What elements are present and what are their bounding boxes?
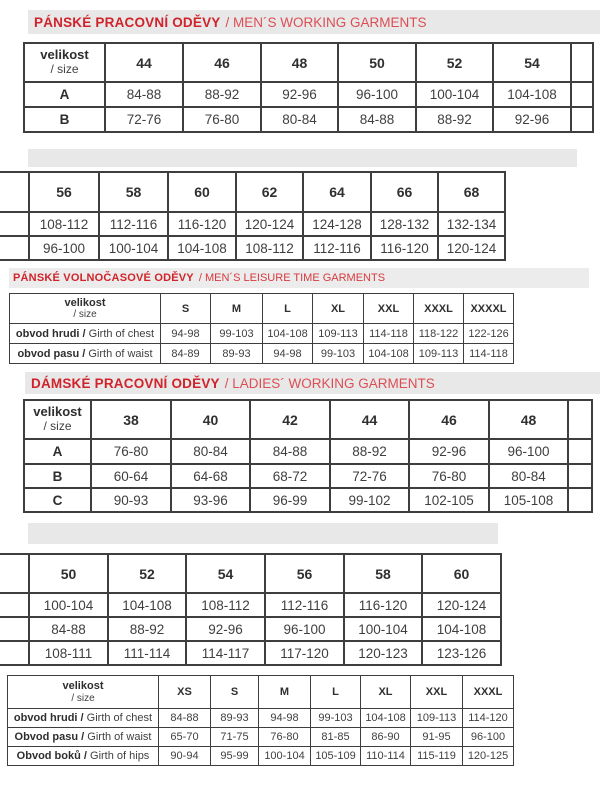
section-title-mens-working	[28, 10, 600, 34]
section-title-ladies-working	[25, 372, 600, 394]
cut-empty-cell	[0, 212, 29, 236]
size-header-cell: 56	[29, 172, 99, 212]
value-cell: 88-92	[330, 439, 409, 464]
value-cell: 104-108	[108, 593, 186, 617]
value-cell: 96-100	[29, 236, 99, 260]
title-english: / MEN´S LEISURE TIME GARMENTS	[198, 272, 386, 284]
value-cell: 111-114	[108, 641, 186, 665]
size-header-cell: XXXL	[463, 676, 514, 709]
size-header-cell: 44	[105, 43, 183, 82]
value-cell: 96-100	[338, 82, 416, 107]
ladies-working-table-sizes-38-48	[23, 399, 593, 513]
cut-empty-cell	[568, 488, 592, 512]
value-cell: 120-123	[344, 641, 422, 665]
value-cell: 99-103	[211, 324, 263, 344]
cut-empty-cell	[0, 236, 29, 260]
value-cell: 104-108	[422, 617, 501, 641]
size-header-label-english: / size	[71, 692, 95, 704]
table-row	[24, 439, 592, 464]
value-cell: 108-111	[29, 641, 108, 665]
value-cell: 96-100	[265, 617, 344, 641]
size-header-cell: 60	[422, 554, 501, 593]
value-cell: 96-99	[250, 488, 330, 512]
t5-table	[0, 553, 502, 666]
cut-empty-cell	[0, 641, 29, 665]
value-cell: 84-88	[29, 617, 108, 641]
size-header-cell: 64	[303, 172, 371, 212]
ladies-working-table-sizes-50-60	[0, 553, 600, 670]
value-cell: 108-112	[29, 212, 99, 236]
value-cell: 100-104	[99, 236, 168, 260]
cut-empty-cell	[571, 82, 593, 107]
size-header-cell: XL	[313, 294, 364, 324]
t1-table	[23, 42, 594, 133]
value-cell: 94-98	[161, 324, 211, 344]
value-cell: 94-98	[263, 344, 313, 364]
value-cell: 88-92	[183, 82, 261, 107]
value-cell: 100-104	[344, 617, 422, 641]
size-header-cell: XXL	[364, 294, 414, 324]
size-header-cell: 38	[91, 400, 171, 439]
value-cell: 71-75	[211, 728, 259, 747]
cut-empty-cell	[568, 439, 592, 464]
table-row	[24, 107, 593, 132]
value-cell: 84-88	[159, 709, 211, 728]
value-cell: 99-103	[313, 344, 364, 364]
value-cell: 109-113	[411, 709, 463, 728]
table-row	[10, 324, 514, 344]
row-label-cell: C	[24, 488, 91, 512]
table-row	[10, 344, 514, 364]
size-header-cell: 48	[489, 400, 568, 439]
value-cell: 112-116	[99, 212, 168, 236]
value-cell: 76-80	[259, 728, 311, 747]
value-cell: 96-100	[463, 728, 514, 747]
header-row	[8, 676, 514, 709]
value-cell: 92-96	[493, 107, 571, 132]
value-cell: 80-84	[489, 464, 568, 488]
table-row	[8, 709, 514, 728]
value-cell: 72-76	[105, 107, 183, 132]
value-cell: 104-108	[168, 236, 236, 260]
size-header-cell: 46	[183, 43, 261, 82]
value-cell: 128-132	[371, 212, 438, 236]
value-cell: 99-102	[330, 488, 409, 512]
value-cell: 100-104	[29, 593, 108, 617]
value-cell: 104-108	[263, 324, 313, 344]
value-cell: 99-103	[311, 709, 361, 728]
size-header-cell: XXL	[411, 676, 463, 709]
cut-empty-cell	[0, 593, 29, 617]
mens-working-table-sizes-44-54	[23, 42, 594, 133]
size-header-label-czech: velikost	[40, 47, 89, 63]
cut-empty-cell	[0, 617, 29, 641]
size-header-cell: 52	[108, 554, 186, 593]
value-cell: 72-76	[330, 464, 409, 488]
value-cell: 89-93	[211, 709, 259, 728]
value-cell: 90-93	[91, 488, 171, 512]
value-cell: 110-114	[361, 747, 411, 766]
title-english: / LADIES´ WORKING GARMENTS	[224, 375, 435, 391]
size-header-cell: 54	[186, 554, 265, 593]
title-czech: DÁMSKÉ PRACOVNÍ ODĚVY	[31, 375, 220, 391]
row-label-czech: obvod pasu /	[17, 347, 86, 360]
value-cell: 81-85	[311, 728, 361, 747]
value-cell: 105-108	[489, 488, 568, 512]
title-czech: PÁNSKÉ VOLNOČASOVÉ ODĚVY	[13, 272, 194, 284]
value-cell: 84-89	[161, 344, 211, 364]
row-label-czech: Obvod pasu /	[14, 731, 85, 743]
table-row	[24, 464, 592, 488]
size-header-label-english: / size	[50, 62, 79, 77]
size-header-cell: 52	[416, 43, 493, 82]
value-cell: 94-98	[259, 709, 311, 728]
cut-empty-cell	[568, 400, 592, 439]
value-cell: 116-120	[344, 593, 422, 617]
value-cell: 100-104	[259, 747, 311, 766]
row-label-cell	[10, 324, 161, 344]
size-header-cell: 48	[261, 43, 338, 82]
row-label-english: Girth of chest	[85, 327, 155, 340]
value-cell: 86-90	[361, 728, 411, 747]
value-cell: 105-109	[311, 747, 361, 766]
value-cell: 92-96	[409, 439, 489, 464]
row-label-cell	[8, 747, 159, 766]
value-cell: 118-122	[414, 324, 464, 344]
value-cell: 132-134	[438, 212, 505, 236]
row-label-czech: Obvod boků /	[16, 750, 87, 762]
size-header-cell: 40	[171, 400, 250, 439]
value-cell: 84-88	[105, 82, 183, 107]
value-cell: 112-116	[303, 236, 371, 260]
t6-table	[7, 675, 514, 766]
cut-empty-cell	[571, 107, 593, 132]
value-cell: 90-94	[159, 747, 211, 766]
value-cell: 104-108	[361, 709, 411, 728]
value-cell: 91-95	[411, 728, 463, 747]
row-label-cell: A	[24, 439, 91, 464]
value-cell: 89-93	[211, 344, 263, 364]
value-cell: 60-64	[91, 464, 171, 488]
size-header-cell: 58	[344, 554, 422, 593]
size-header-cell: 46	[409, 400, 489, 439]
row-label-czech: obvod hrudi /	[15, 327, 86, 340]
value-cell: 109-113	[414, 344, 464, 364]
size-header-label-english: / size	[43, 419, 72, 434]
value-cell: 120-124	[422, 593, 501, 617]
value-cell: 116-120	[168, 212, 236, 236]
size-header-label-czech: velikost	[33, 404, 82, 420]
value-cell: 114-118	[464, 344, 514, 364]
size-header-cell: S	[161, 294, 211, 324]
value-cell: 114-120	[463, 709, 514, 728]
size-header-cell: S	[211, 676, 259, 709]
size-header-label-czech: velikost	[64, 296, 106, 309]
value-cell: 114-118	[364, 324, 414, 344]
title-czech: PÁNSKÉ PRACOVNÍ ODĚVY	[34, 14, 221, 30]
cut-empty-cell	[571, 43, 593, 82]
value-cell: 122-126	[464, 324, 514, 344]
table-row	[0, 641, 501, 665]
row-label-cell	[8, 728, 159, 747]
value-cell: 80-84	[261, 107, 338, 132]
value-cell: 109-113	[313, 324, 364, 344]
value-cell: 76-80	[91, 439, 171, 464]
row-label-czech: obvod hrudi /	[13, 712, 84, 724]
value-cell: 124-128	[303, 212, 371, 236]
table-row	[0, 236, 505, 260]
row-label-english: Girth of chest	[83, 712, 153, 724]
value-cell: 96-100	[489, 439, 568, 464]
size-header-cell: 62	[236, 172, 303, 212]
table-row	[0, 617, 501, 641]
title-english: / MEN´S WORKING GARMENTS	[225, 14, 427, 30]
size-header-cell: 56	[265, 554, 344, 593]
size-header-cell: 54	[493, 43, 571, 82]
size-header-cell: XS	[159, 676, 211, 709]
value-cell: 92-96	[186, 617, 265, 641]
value-cell: 117-120	[265, 641, 344, 665]
row-label-english: Girth of waist	[85, 347, 153, 360]
value-cell: 64-68	[171, 464, 250, 488]
value-cell: 114-117	[186, 641, 265, 665]
table-row	[24, 488, 592, 512]
mens-working-table-sizes-56-68	[0, 171, 600, 265]
header-row	[10, 294, 514, 324]
value-cell: 65-70	[159, 728, 211, 747]
size-header-cell: XL	[361, 676, 411, 709]
separator-band-2	[28, 523, 498, 544]
table-row	[0, 212, 505, 236]
value-cell: 88-92	[416, 107, 493, 132]
value-cell: 102-105	[409, 488, 489, 512]
size-header-label-english: / size	[73, 309, 97, 321]
t4-table	[23, 399, 593, 513]
value-cell: 115-119	[411, 747, 463, 766]
value-cell: 104-108	[493, 82, 571, 107]
value-cell: 120-124	[236, 212, 303, 236]
size-header-cell: XXXL	[414, 294, 464, 324]
ladies-letter-size-table	[7, 675, 514, 766]
size-header-cell: 42	[250, 400, 330, 439]
row-label-cell: A	[24, 82, 105, 107]
size-header-label-cell	[8, 676, 159, 709]
mens-leisure-table	[9, 293, 514, 364]
cut-empty-cell	[568, 464, 592, 488]
size-header-label-cell	[10, 294, 161, 324]
value-cell: 120-124	[438, 236, 505, 260]
value-cell: 120-125	[463, 747, 514, 766]
size-header-label-cell	[24, 43, 105, 82]
header-row	[0, 172, 505, 212]
value-cell: 84-88	[338, 107, 416, 132]
value-cell: 100-104	[416, 82, 493, 107]
value-cell: 92-96	[261, 82, 338, 107]
row-label-cell	[8, 709, 159, 728]
size-header-label-cell	[24, 400, 91, 439]
size-header-cell: 50	[29, 554, 108, 593]
value-cell: 68-72	[250, 464, 330, 488]
size-header-cell: 50	[338, 43, 416, 82]
size-header-cell: 66	[371, 172, 438, 212]
value-cell: 88-92	[108, 617, 186, 641]
value-cell: 95-99	[211, 747, 259, 766]
row-label-cell	[10, 344, 161, 364]
header-row	[24, 43, 593, 82]
size-header-cell: 68	[438, 172, 505, 212]
value-cell: 76-80	[409, 464, 489, 488]
row-label-english: Girth of waist	[84, 731, 152, 743]
separator-band-1	[28, 149, 577, 167]
row-label-english: Girth of hips	[86, 750, 150, 762]
size-header-cell: M	[211, 294, 263, 324]
value-cell: 76-80	[183, 107, 261, 132]
size-header-cell: M	[259, 676, 311, 709]
table-row	[8, 728, 514, 747]
value-cell: 108-112	[236, 236, 303, 260]
size-header-cell: XXXXL	[464, 294, 514, 324]
size-header-cell: 58	[99, 172, 168, 212]
value-cell: 108-112	[186, 593, 265, 617]
header-row	[0, 554, 501, 593]
row-label-cell: B	[24, 464, 91, 488]
value-cell: 112-116	[265, 593, 344, 617]
size-header-cell: 44	[330, 400, 409, 439]
value-cell: 123-126	[422, 641, 501, 665]
value-cell: 104-108	[364, 344, 414, 364]
table-row	[0, 593, 501, 617]
value-cell: 80-84	[171, 439, 250, 464]
cut-empty-cell	[0, 172, 29, 212]
size-header-label-czech: velikost	[62, 680, 104, 693]
size-header-cell: 60	[168, 172, 236, 212]
size-header-cell: L	[311, 676, 361, 709]
t2-table	[0, 171, 506, 261]
value-cell: 84-88	[250, 439, 330, 464]
header-row	[24, 400, 592, 439]
row-label-cell: B	[24, 107, 105, 132]
size-header-cell: L	[263, 294, 313, 324]
table-row	[8, 747, 514, 766]
cut-empty-cell	[0, 554, 29, 593]
section-title-mens-leisure	[9, 268, 589, 288]
t3-table	[9, 293, 514, 364]
value-cell: 93-96	[171, 488, 250, 512]
table-row	[24, 82, 593, 107]
value-cell: 116-120	[371, 236, 438, 260]
